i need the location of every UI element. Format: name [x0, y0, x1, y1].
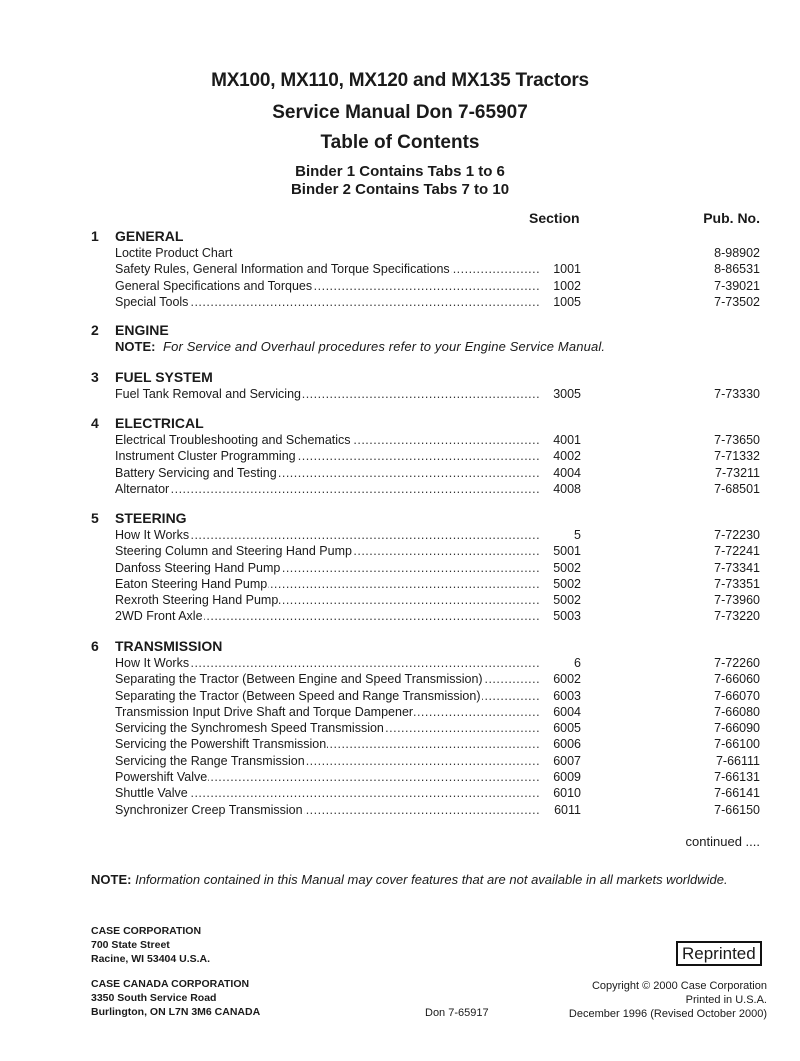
address-line: Burlington, ON L7N 3M6 CANADA — [91, 1006, 261, 1018]
entry-pub-no: 7-66060 — [714, 672, 760, 687]
entry-title: Eaton Steering Hand Pump — [115, 576, 268, 591]
entry-pub-no: 8-98902 — [714, 246, 760, 260]
manual-subtitle: Service Manual Don 7-65907 — [272, 102, 528, 123]
binder-2-note: Binder 2 Contains Tabs 7 to 10 — [290, 181, 510, 198]
entry-section: 6006 — [540, 736, 581, 752]
entry-title: How It Works — [115, 528, 190, 542]
entry-pub-no: 7-73650 — [714, 433, 760, 447]
reprinted-stamp: Reprinted — [676, 941, 762, 966]
entry-section: 6002 — [540, 671, 581, 687]
group-number: 3 — [91, 369, 99, 385]
entry-title: Separating the Tractor (Between Engine and Speed Transmission) — [115, 672, 483, 687]
toc-entry[interactable] — [0, 704, 800, 720]
toc-entry[interactable] — [0, 560, 800, 576]
entry-title: 2WD Front Axle — [115, 609, 203, 624]
entry-section: 4008 — [540, 481, 581, 497]
entry-title: Servicing the Synchromesh Speed Transmission — [115, 721, 384, 736]
continued-marker: continued .... — [685, 834, 760, 849]
toc-entry[interactable] — [0, 736, 800, 752]
entry-title: General Specifications and Torques — [115, 278, 313, 293]
entry-section: 6011 — [540, 802, 581, 818]
group-heading — [0, 638, 800, 655]
availability-note — [91, 872, 728, 887]
entry-pub-no: 7-66100 — [714, 737, 760, 752]
entry-pub-no: 7-72230 — [714, 528, 760, 542]
note-text: For Service and Overhaul procedures refer to your Engine Service Manual. — [163, 339, 606, 354]
entry-pub-no: 7-73341 — [714, 560, 760, 575]
engine-note — [0, 339, 800, 356]
entry-pub-no: 7-66080 — [714, 704, 760, 719]
toc-entry[interactable] — [0, 481, 800, 497]
entry-section: 5002 — [540, 560, 581, 576]
entry-pub-no: 7-73351 — [714, 576, 760, 591]
entry-title: Transmission Input Drive Shaft and Torque Dampener — [115, 704, 414, 719]
note-label: NOTE: — [115, 339, 156, 354]
entry-title: Rexroth Steering Hand Pump — [115, 593, 279, 608]
entry-title: Steering Column and Steering Hand Pump — [115, 544, 352, 559]
entry-pub-no: 7-39021 — [714, 278, 760, 293]
toc-entry[interactable] — [0, 432, 800, 448]
entry-section: 6005 — [540, 720, 581, 736]
address-line: Racine, WI 53404 U.S.A. — [91, 953, 211, 965]
toc-entry[interactable] — [0, 720, 800, 736]
binder-1-note: Binder 1 Contains Tabs 1 to 6 — [295, 163, 505, 180]
group-title: GENERAL — [115, 228, 184, 244]
entry-pub-no: 7-66090 — [714, 721, 760, 736]
entry-title: Special Tools — [115, 294, 189, 309]
printed-line: Printed in U.S.A. — [685, 994, 767, 1006]
toc-group-general — [0, 228, 800, 310]
address-line: CASE CORPORATION — [91, 925, 202, 937]
address-line: 3350 South Service Road — [91, 992, 217, 1004]
group-title: STEERING — [115, 510, 187, 526]
toc-entry[interactable] — [0, 294, 800, 310]
note-text: Information contained in this Manual may cover features that are not available in all markets worldwide. — [135, 872, 728, 887]
entry-title: Electrical Troubleshooting and Schematics — [115, 433, 351, 447]
entry-pub-no: 7-71332 — [714, 449, 760, 464]
group-number: 2 — [91, 322, 99, 338]
entry-pub-no: 7-73330 — [714, 387, 760, 401]
entry-pub-no: 7-72241 — [714, 544, 760, 559]
entry-title: Safety Rules, General Information and Torque Specifications — [115, 262, 450, 277]
entry-section: 4002 — [540, 448, 581, 464]
toc-entry[interactable] — [0, 802, 800, 818]
group-heading — [0, 510, 800, 527]
toc-entry[interactable] — [0, 465, 800, 481]
document-number: Don 7-65917 — [425, 1007, 489, 1019]
entry-title: Servicing the Powershift Transmission — [115, 737, 327, 752]
group-title: ELECTRICAL — [115, 415, 204, 431]
entry-section: 5003 — [540, 608, 581, 624]
toc-entry[interactable] — [0, 527, 800, 543]
toc-heading: Table of Contents — [320, 132, 480, 153]
entry-pub-no: 7-68501 — [714, 481, 760, 496]
toc-group-fuel-system — [0, 369, 800, 402]
group-heading — [0, 322, 800, 339]
entry-pub-no: 7-73211 — [715, 465, 760, 480]
entry-pub-no: 8-86531 — [714, 262, 760, 277]
entry-section: 1002 — [540, 278, 581, 294]
case-canada-address — [91, 977, 260, 1019]
address-line: 700 State Street — [91, 939, 170, 951]
toc-group-steering — [0, 510, 800, 625]
entry-section: 6003 — [540, 688, 581, 704]
entry-title: Battery Servicing and Testing — [115, 465, 277, 480]
toc-entry[interactable] — [0, 592, 800, 608]
toc-entry[interactable] — [0, 245, 800, 261]
entry-section: 1001 — [540, 261, 581, 277]
toc-entry[interactable] — [0, 386, 800, 402]
entry-title: Separating the Tractor (Between Speed and Range Transmission) — [115, 688, 481, 703]
group-title: ENGINE — [115, 322, 169, 338]
entry-pub-no: 7-73502 — [714, 294, 760, 309]
entry-pub-no: 7-73220 — [714, 609, 760, 624]
entry-section: 1005 — [540, 294, 581, 310]
group-title: TRANSMISSION — [115, 638, 223, 654]
group-number: 1 — [91, 228, 99, 244]
column-header-section: Section — [529, 210, 580, 226]
toc-entry[interactable] — [0, 261, 800, 277]
entry-section: 4001 — [540, 432, 581, 448]
toc-group-engine — [0, 322, 800, 356]
toc-entry[interactable] — [0, 448, 800, 464]
entry-section: 6009 — [540, 769, 581, 785]
toc-entry[interactable] — [0, 608, 800, 624]
toc-entry[interactable] — [0, 655, 800, 671]
entry-title: Synchronizer Creep Transmission — [115, 802, 303, 817]
group-heading — [0, 228, 800, 245]
entry-section: 5002 — [540, 576, 581, 592]
entry-section: 6 — [540, 655, 581, 671]
entry-pub-no: 7-66111 — [715, 753, 760, 768]
entry-section: 6007 — [540, 753, 581, 769]
entry-section: 6004 — [540, 704, 581, 720]
column-header-pub-no: Pub. No. — [703, 210, 760, 226]
entry-title: Servicing the Range Transmission — [115, 753, 305, 768]
toc-entry[interactable] — [0, 769, 800, 785]
toc-group-electrical — [0, 415, 800, 497]
copyright-line: Copyright © 2000 Case Corporation — [591, 980, 767, 992]
toc-entry[interactable] — [0, 278, 800, 294]
toc-entry[interactable] — [0, 543, 800, 559]
entry-section: 6010 — [540, 785, 581, 801]
entry-section: 4004 — [540, 465, 581, 481]
entry-pub-no: 7-66150 — [714, 802, 760, 817]
entry-pub-no: 7-66131 — [714, 770, 760, 785]
toc-entry[interactable] — [0, 671, 800, 687]
group-number: 5 — [91, 510, 99, 526]
entry-section: 5001 — [540, 543, 581, 559]
toc-entry[interactable] — [0, 688, 800, 704]
copyright-block — [569, 979, 767, 1021]
toc-group-transmission — [0, 638, 800, 818]
entry-title: Alternator — [115, 481, 170, 496]
group-number: 6 — [91, 638, 99, 654]
entry-title: Instrument Cluster Programming — [115, 449, 296, 464]
group-heading — [0, 415, 800, 432]
case-corporation-address — [91, 924, 210, 966]
date-line: December 1996 (Revised October 2000) — [568, 1008, 767, 1020]
toc-entry[interactable] — [0, 785, 800, 801]
entry-title: Loctite Product Chart — [115, 246, 233, 260]
toc-entry[interactable] — [0, 576, 800, 592]
entry-section: 5 — [540, 527, 581, 543]
entry-title: Danfoss Steering Hand Pump — [115, 560, 281, 575]
entry-pub-no: 7-66070 — [714, 688, 760, 703]
group-number: 4 — [91, 415, 99, 431]
address-line: CASE CANADA CORPORATION — [91, 978, 250, 990]
note-label: NOTE: — [91, 872, 132, 887]
entry-title: Shuttle Valve — [115, 786, 188, 801]
group-heading — [0, 369, 800, 386]
entry-pub-no: 7-72260 — [714, 656, 760, 670]
entry-pub-no: 7-73960 — [714, 593, 760, 608]
entry-pub-no: 7-66141 — [714, 786, 760, 801]
toc-entry[interactable] — [0, 753, 800, 769]
entry-title: Powershift Valve — [115, 770, 208, 785]
entry-section: 3005 — [540, 386, 581, 402]
entry-title: Fuel Tank Removal and Servicing — [115, 387, 301, 401]
document-title: MX100, MX110, MX120 and MX135 Tractors — [211, 70, 589, 91]
group-title: FUEL SYSTEM — [115, 369, 213, 385]
entry-section: 5002 — [540, 592, 581, 608]
entry-title: How It Works — [115, 656, 190, 670]
